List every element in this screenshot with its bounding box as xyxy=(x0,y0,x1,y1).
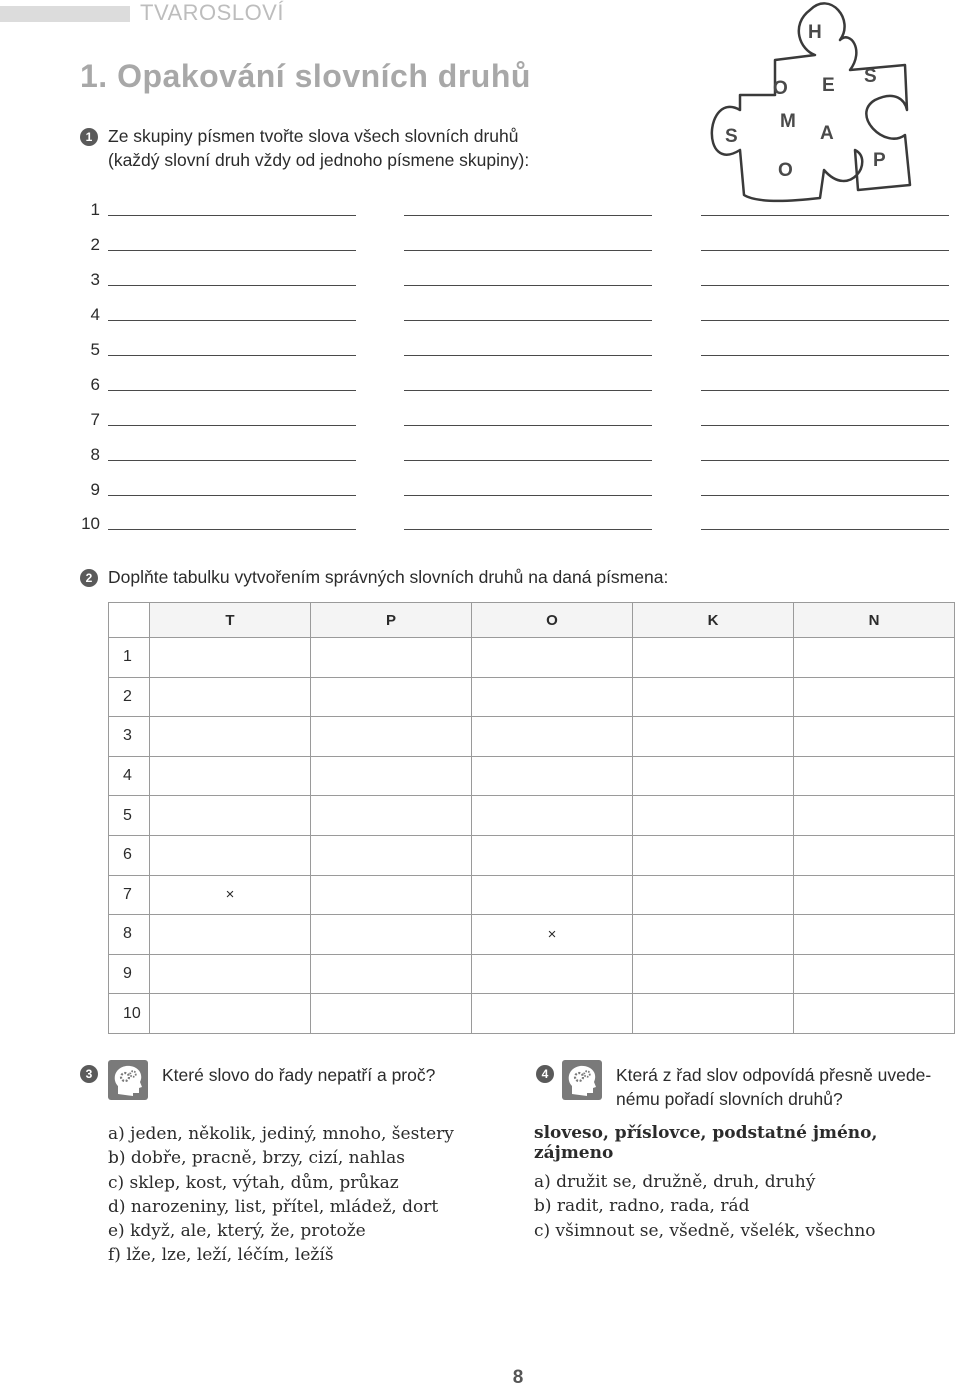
answer-line[interactable] xyxy=(404,215,652,216)
page-number: 8 xyxy=(512,1367,524,1388)
puzzle-piece-icon xyxy=(700,0,930,210)
answer-line[interactable] xyxy=(108,390,356,391)
puzzle-letter: O xyxy=(773,78,788,99)
table-cell[interactable] xyxy=(150,717,311,757)
row-number: 6 xyxy=(90,375,100,394)
table-cell[interactable] xyxy=(794,677,955,717)
table-row-number: 5 xyxy=(109,796,150,836)
answer-line[interactable] xyxy=(108,495,356,496)
table-row-number: 3 xyxy=(109,717,150,757)
answer-line[interactable] xyxy=(108,529,356,530)
list-item: c) sklep, kost, výtah, dům, průkaz xyxy=(108,1172,399,1193)
row-number: 3 xyxy=(90,270,100,289)
table-cell[interactable] xyxy=(311,835,472,875)
table-cell[interactable] xyxy=(150,677,311,717)
puzzle-letter: H xyxy=(808,22,822,43)
table-cell[interactable] xyxy=(311,915,472,955)
table-cell[interactable] xyxy=(472,954,633,994)
table-cell[interactable] xyxy=(472,835,633,875)
row-number: 7 xyxy=(90,410,100,429)
table-cell[interactable] xyxy=(633,717,794,757)
list-item: e) když, ale, který, že, protože xyxy=(108,1221,366,1242)
table-column-header: N xyxy=(794,603,955,638)
word-table xyxy=(108,602,955,1034)
table-row xyxy=(109,717,955,757)
list-item: f) lže, lze, leží, léčím, ležíš xyxy=(108,1245,334,1266)
table-cell[interactable] xyxy=(311,994,472,1034)
answer-line[interactable] xyxy=(108,250,356,251)
table-cell[interactable] xyxy=(794,638,955,678)
answer-line[interactable] xyxy=(701,390,949,391)
answer-line[interactable] xyxy=(701,529,949,530)
table-row-number: 2 xyxy=(109,677,150,717)
table-cell[interactable] xyxy=(472,875,633,915)
list-item: a) družit se, družně, druh, druhý xyxy=(534,1172,816,1192)
thinking-head-icon xyxy=(108,1060,148,1100)
answer-line[interactable] xyxy=(404,425,652,426)
list-item: b) dobře, pracně, brzy, cizí, nahlas xyxy=(108,1148,406,1169)
table-cell[interactable] xyxy=(633,677,794,717)
table-cell[interactable] xyxy=(794,994,955,1034)
answer-line[interactable] xyxy=(701,320,949,321)
answer-line[interactable] xyxy=(108,425,356,426)
table-cell[interactable] xyxy=(311,796,472,836)
table-row xyxy=(109,638,955,678)
table-row xyxy=(109,835,955,875)
list-item: d) narozeniny, list, přítel, mládež, dort xyxy=(108,1196,439,1217)
puzzle-letter: A xyxy=(820,123,834,144)
answer-line[interactable] xyxy=(701,425,949,426)
table-row xyxy=(109,756,955,796)
table-cell[interactable] xyxy=(150,796,311,836)
table-cell[interactable] xyxy=(472,717,633,757)
table-cell[interactable] xyxy=(311,954,472,994)
table-cell[interactable] xyxy=(633,796,794,836)
table-cell[interactable] xyxy=(472,638,633,678)
section-bar xyxy=(0,6,130,22)
thinking-head-icon xyxy=(562,1060,602,1100)
answer-line[interactable] xyxy=(404,250,652,251)
puzzle-letter: E xyxy=(822,75,835,96)
table-column-header: O xyxy=(472,603,633,638)
table-cell[interactable] xyxy=(472,677,633,717)
answer-line[interactable] xyxy=(108,285,356,286)
table-column-header: T xyxy=(150,603,311,638)
puzzle-letter: M xyxy=(780,111,796,132)
puzzle-letter: S xyxy=(725,126,738,147)
answer-line[interactable] xyxy=(404,355,652,356)
puzzle-letter: O xyxy=(778,160,793,181)
table-row xyxy=(109,954,955,994)
row-number: 5 xyxy=(90,340,100,359)
table-row xyxy=(109,875,955,915)
table-row xyxy=(109,915,955,955)
table-cell[interactable] xyxy=(311,756,472,796)
row-number: 4 xyxy=(90,305,100,324)
section-label: TVAROSLOVÍ xyxy=(140,0,284,25)
table-cell[interactable] xyxy=(472,994,633,1034)
task-2-badge: 2 xyxy=(80,569,98,587)
task-4-list xyxy=(534,1170,876,1243)
table-cell[interactable] xyxy=(472,756,633,796)
table-cell[interactable] xyxy=(633,954,794,994)
answer-line[interactable] xyxy=(108,460,356,461)
table-row xyxy=(109,994,955,1034)
task-4-question-line1: Která z řad slov odpovídá přesně uvede- xyxy=(616,1065,932,1085)
task-1-instruction-line1: Ze skupiny písmen tvořte slova všech slovních druhů xyxy=(108,126,519,146)
task-4-order: sloveso, příslovce, podstatné jméno, zájmeno xyxy=(534,1123,878,1163)
task-4-question-line2: nému pořadí slovních druhů? xyxy=(616,1089,843,1109)
answer-line[interactable] xyxy=(404,390,652,391)
table-cell[interactable] xyxy=(633,756,794,796)
table-cell[interactable] xyxy=(633,994,794,1034)
answer-line[interactable] xyxy=(108,215,356,216)
table-cell[interactable] xyxy=(150,835,311,875)
table-cell[interactable] xyxy=(311,875,472,915)
task-4-badge: 4 xyxy=(536,1065,554,1083)
row-number: 9 xyxy=(90,480,100,499)
answer-line[interactable] xyxy=(701,250,949,251)
table-row-number: 10 xyxy=(109,994,150,1034)
answer-line[interactable] xyxy=(701,460,949,461)
table-cell[interactable]: × xyxy=(150,875,311,915)
answer-line[interactable] xyxy=(108,355,356,356)
table-row-number: 1 xyxy=(109,638,150,678)
chapter-title: 1. Opakování slovních druhů xyxy=(80,58,531,94)
table-cell[interactable] xyxy=(633,835,794,875)
table-cell[interactable] xyxy=(311,638,472,678)
table-row-number: 9 xyxy=(109,954,150,994)
table-corner xyxy=(109,603,150,638)
answer-line[interactable] xyxy=(701,285,949,286)
table-cell[interactable] xyxy=(794,915,955,955)
task-3-badge: 3 xyxy=(80,1065,98,1083)
task-3-list xyxy=(108,1122,454,1268)
table-column-header: P xyxy=(311,603,472,638)
task-3-question: Které slovo do řady nepatří a proč? xyxy=(162,1065,436,1085)
puzzle-letter: P xyxy=(873,150,886,171)
table-cell[interactable] xyxy=(633,638,794,678)
table-column-header: K xyxy=(633,603,794,638)
table-row-number: 8 xyxy=(109,915,150,955)
table-row-number: 7 xyxy=(109,875,150,915)
table-cell[interactable] xyxy=(311,717,472,757)
table-cell[interactable] xyxy=(633,875,794,915)
table-cell[interactable] xyxy=(150,994,311,1034)
row-number: 10 xyxy=(81,514,100,533)
list-item: a) jeden, několik, jediný, mnoho, šestery xyxy=(108,1124,454,1144)
task-1-badge: 1 xyxy=(80,128,98,146)
list-item: c) všimnout se, všedně, všelék, všechno xyxy=(534,1220,876,1241)
table-cell[interactable]: × xyxy=(472,915,633,955)
table-cell[interactable] xyxy=(794,796,955,836)
table-cell[interactable] xyxy=(150,638,311,678)
table-cell[interactable] xyxy=(633,915,794,955)
answer-line[interactable] xyxy=(404,285,652,286)
row-number: 2 xyxy=(90,235,100,254)
answer-line[interactable] xyxy=(404,460,652,461)
table-cell[interactable] xyxy=(794,954,955,994)
table-cell[interactable] xyxy=(794,875,955,915)
puzzle-letter: S xyxy=(864,66,877,87)
answer-line[interactable] xyxy=(108,320,356,321)
answer-line[interactable] xyxy=(404,495,652,496)
table-cell[interactable] xyxy=(794,756,955,796)
table-row xyxy=(109,796,955,836)
row-number: 1 xyxy=(90,200,100,219)
answer-line[interactable] xyxy=(404,320,652,321)
answer-line[interactable] xyxy=(701,495,949,496)
list-item: b) radit, radno, rada, rád xyxy=(534,1196,750,1217)
table-row xyxy=(109,677,955,717)
table-row-number: 4 xyxy=(109,756,150,796)
table-cell[interactable] xyxy=(150,756,311,796)
task-2-instruction: Doplňte tabulku vytvořením správných slovních druhů na daná písmena: xyxy=(108,567,669,587)
answer-line[interactable] xyxy=(701,355,949,356)
table-row-number: 6 xyxy=(109,835,150,875)
task-1-instruction-line2: (každý slovní druh vždy od jednoho písmene skupiny): xyxy=(108,150,530,170)
answer-line[interactable] xyxy=(404,529,652,530)
table-cell[interactable] xyxy=(150,954,311,994)
table-cell[interactable] xyxy=(794,835,955,875)
row-number: 8 xyxy=(90,445,100,464)
table-cell[interactable] xyxy=(311,677,472,717)
table-cell[interactable] xyxy=(794,717,955,757)
answer-line[interactable] xyxy=(701,215,949,216)
table-cell[interactable] xyxy=(472,796,633,836)
table-cell[interactable] xyxy=(150,915,311,955)
